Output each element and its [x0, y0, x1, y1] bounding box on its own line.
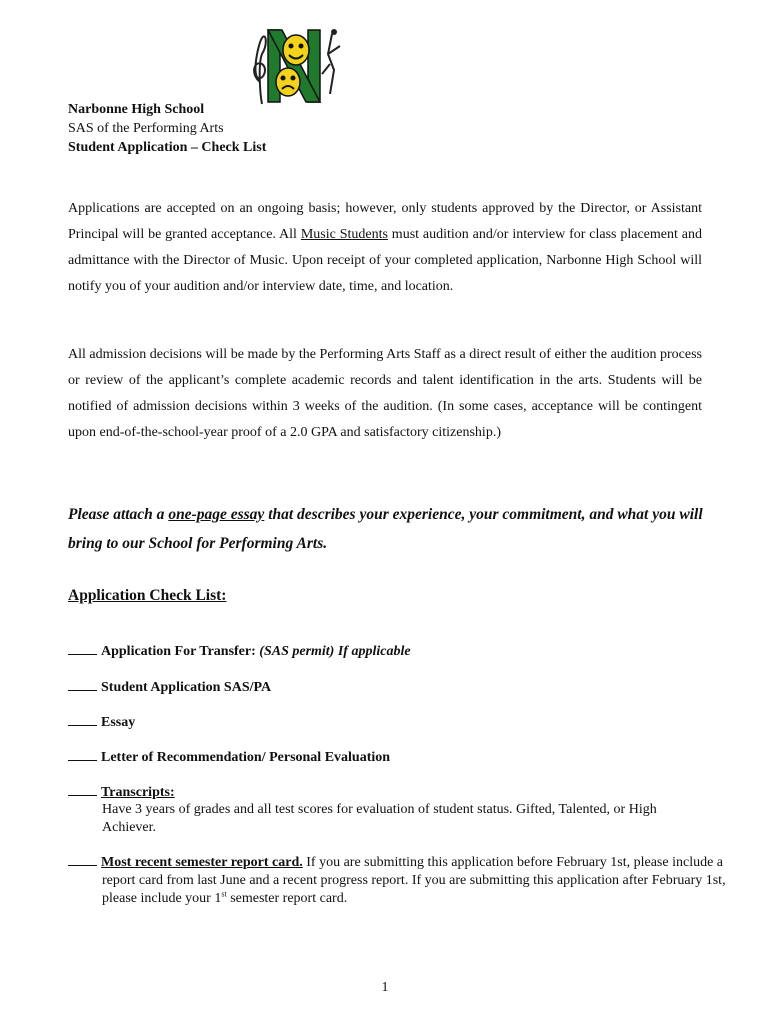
essay-instruction: Please attach a one-page essay that describes your experience, your commitment, and what you will bring to our School for Performing Arts. [68, 506, 703, 552]
checklist-item-student-application: Student Application SAS/PA [68, 678, 271, 697]
checkbox-line[interactable] [68, 748, 97, 761]
treble-clef-icon [254, 36, 266, 104]
transcripts-detail: Have 3 years of grades and all test scores for evaluation of student status. Gifted, Talented, or High Achiever. [102, 802, 657, 835]
checkbox-line[interactable] [68, 713, 97, 726]
intro-paragraph-1: Applications are accepted on an ongoing basis; however, only students approved by the Director, or Assistant Principal will be granted acceptance. All Music Students must audition and/or interview for class placement and admittance with the Director of Music. Upon receipt of your completed application, Narbonne High School will notify you of your audition and/or interview date, time, and location. [68, 201, 702, 294]
dancer-silhouette-icon [322, 29, 340, 94]
checklist-item-recommendation: Letter of Recommendation/ Personal Evaluation [68, 748, 390, 767]
transfer-note: (SAS permit) If applicable [259, 644, 411, 659]
school-logo [246, 24, 346, 112]
checklist-title: Application Check List: [68, 587, 227, 604]
checkbox-line[interactable] [68, 853, 97, 866]
program-name: SAS of the Performing Arts [68, 121, 224, 136]
comedy-mask-icon [283, 35, 309, 65]
essay-length-text: one-page essay [168, 506, 265, 523]
checkbox-line[interactable] [68, 642, 97, 655]
checklist-item-report-card: Most recent semester report card. If you are submitting this application before February 1st, please include a report card from last June and a recent progress report. If you are submitting this application after February 1st, please include your 1st semester report card. [68, 853, 752, 908]
music-students-text: Music Students [300, 227, 388, 242]
page-number: 1 [381, 980, 389, 995]
school-name: Narbonne High School [68, 102, 205, 117]
intro-paragraph-2: All admission decisions will be made by the Performing Arts Staff as a direct result of either the audition process or review of the applicant’s complete academic records and talent identification in the arts. Students will be notified of admission decisions within 3 weeks of the audition. (In some cases, acceptance will be contingent upon end-of-the-school-year proof of a 2.0 GPA and satisfactory citizenship.) [68, 347, 702, 440]
checkbox-line[interactable] [68, 678, 97, 691]
tragedy-mask-icon [276, 68, 300, 96]
document-title: Student Application – Check List [68, 140, 267, 155]
checklist-item-transfer: Application For Transfer: (SAS permit) If applicable [68, 642, 411, 661]
checklist-item-transcripts: Transcripts: [68, 783, 175, 802]
checklist-item-essay: Essay [68, 713, 135, 732]
checkbox-line[interactable] [68, 783, 97, 796]
